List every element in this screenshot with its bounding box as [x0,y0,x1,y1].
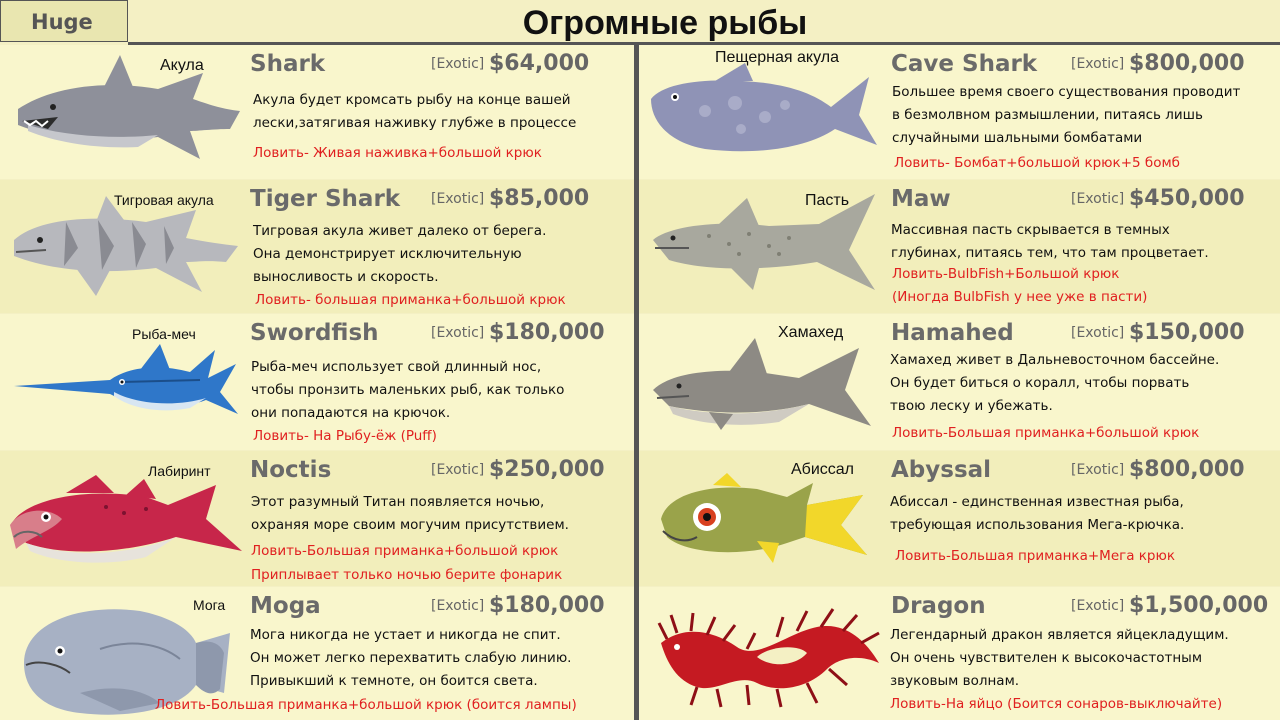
fish-en-name: Tiger Shark [250,186,401,212]
hamahed-icon [649,334,879,444]
fish-description [253,220,546,289]
catch-method: Ловить-Большая приманка+Мега крюк [895,548,1176,564]
cave-shark-icon [645,59,885,169]
description-line: звуковым волнам. [890,673,1020,689]
fish-ru-name: Пещерная акула [715,49,839,66]
fish-description [890,624,1229,693]
fish-card-shark[interactable] [0,45,634,179]
description-line: Большее время своего существования проводит [892,84,1241,100]
fish-price: $85,000 [489,186,590,211]
description-line: они попадаются на крючок. [251,405,451,421]
catch-method: Ловить-Большая приманка+большой крюк [892,425,1200,441]
fish-en-name: Swordfish [250,320,379,346]
catch-note: (Иногда BulbFish у нее уже в пасти) [892,289,1148,305]
description-line: Привыкший к темноте, он боится света. [250,673,538,689]
shark-icon [8,51,248,171]
fish-description [253,89,576,135]
catch-method: Ловить- Бомбат+большой крюк+5 бомб [894,155,1180,171]
fish-price: $180,000 [489,593,605,618]
page-title: Огромные рыбы [522,4,808,42]
fish-en-name: Cave Shark [891,51,1038,77]
fish-price: $64,000 [489,51,590,76]
fish-card-moga[interactable] [0,587,634,720]
exotic-label: [Exotic] [431,56,485,72]
exotic-label: [Exotic] [1071,191,1125,207]
description-line: случайными шальными бомбатами [892,130,1143,146]
description-line: в безмолвном размышлении, питаясь лишь [892,107,1203,123]
fish-price: $450,000 [1129,186,1245,211]
description-line: Этот разумный Титан появляется ночью, [251,494,545,510]
size-tag: Huge [0,0,128,42]
fish-en-name: Dragon [891,593,986,619]
fish-en-name: Moga [250,593,321,619]
abyssal-icon [657,471,877,571]
fish-en-name: Noctis [250,457,332,483]
description-line: Он будет биться о коралл, чтобы порвать [890,375,1190,391]
exotic-label: [Exotic] [1071,462,1125,478]
fish-ru-name: Мога [193,597,226,613]
description-line: Тигровая акула живет далеко от берега. [253,223,547,239]
fish-ru-name: Тигровая акула [114,192,214,208]
description-line: Абиссал - единственная известная рыба, [890,494,1184,510]
catch-method: Ловить- большая приманка+большой крюк [255,292,566,308]
fish-card-swordfish[interactable] [0,314,634,450]
fish-ru-name: Рыба-меч [132,326,196,342]
exotic-label: [Exotic] [431,325,485,341]
fish-card-tiger-shark[interactable] [0,180,634,313]
description-line: Рыба-меч использует свой длинный нос, [251,359,542,375]
catch-method: Ловить- Живая наживка+большой крюк [253,145,542,161]
exotic-label: [Exotic] [431,598,485,614]
fish-price: $800,000 [1129,51,1245,76]
fish-en-name: Hamahed [891,320,1014,346]
fish-card-noctis[interactable] [0,451,634,586]
exotic-label: [Exotic] [1071,598,1125,614]
fish-en-name: Shark [250,51,326,77]
description-line: Легендарный дракон является яйцекладущим. [890,627,1229,643]
exotic-label: [Exotic] [1071,56,1125,72]
description-line: требующая использования Мега-крючка. [890,517,1185,533]
fish-description [891,219,1209,265]
fish-price: $250,000 [489,457,605,482]
fish-ru-name: Пасть [805,192,850,209]
fish-description [250,624,571,693]
fish-ru-name: Хамахед [778,324,844,341]
description-line: твою леску и убежать. [890,398,1053,414]
fish-card-maw[interactable] [639,180,1280,313]
fish-description [890,491,1184,537]
catch-method: Ловить-Большая приманка+большой крюк (боится лампы) [155,697,577,713]
exotic-label: [Exotic] [431,462,485,478]
catch-method: Ловить-BulbFish+Большой крюк [892,266,1120,282]
fish-price: $180,000 [489,320,605,345]
fish-ru-name: Лабиринт [148,463,211,479]
noctis-icon [6,467,246,577]
fish-price: $800,000 [1129,457,1245,482]
exotic-label: [Exotic] [1071,325,1125,341]
fish-description [892,81,1240,150]
description-line: Хамахед живет в Дальневосточном бассейне. [890,352,1220,368]
description-line: Она демонстрирует исключительную [253,246,522,262]
description-line: Массивная пасть скрывается в темных [891,222,1170,238]
description-line: Он очень чувствителен к высокочастотным [890,650,1203,666]
dragon-icon [657,603,887,709]
fish-card-cave-shark[interactable] [639,45,1280,179]
fish-ru-name: Абиссал [791,461,855,478]
fish-price: $1,500,000 [1129,593,1269,618]
fish-description [251,491,569,537]
description-line: Он может легко перехватить слабую линию. [250,650,572,666]
fish-card-dragon[interactable] [639,587,1280,720]
catch-method: Ловить-Большая приманка+большой крюк [251,543,559,559]
description-line: чтобы пронзить маленьких рыб, как только [251,382,565,398]
fish-ru-name: Акула [160,57,204,74]
fish-en-name: Abyssal [891,457,992,483]
fish-description [251,356,564,425]
description-line: Мога никогда не устает и никогда не спит. [250,627,561,643]
catch-method: Ловить-На яйцо (Боится сонаров-выключайте) [890,696,1223,712]
description-line: лески,затягивая наживку глубже в процессе [253,115,577,131]
description-line: охраняя море своим могучим присутствием. [251,517,569,533]
exotic-label: [Exotic] [431,191,485,207]
description-line: Акула будет кромсать рыбу на конце вашей [253,92,571,108]
swordfish-icon [10,322,250,442]
fish-card-hamahed[interactable] [639,314,1280,450]
fish-card-abyssal[interactable] [639,451,1280,586]
description-line: глубинах, питаясь тем, что там процветает. [891,245,1209,261]
description-line: выносливость и скорость. [253,269,439,285]
fish-description [890,349,1219,418]
fish-price: $150,000 [1129,320,1245,345]
catch-note: Приплывает только ночью берите фонарик [251,567,563,583]
catch-method: Ловить- На Рыбу-ёж (Puff) [253,428,437,444]
fish-en-name: Maw [891,186,951,212]
